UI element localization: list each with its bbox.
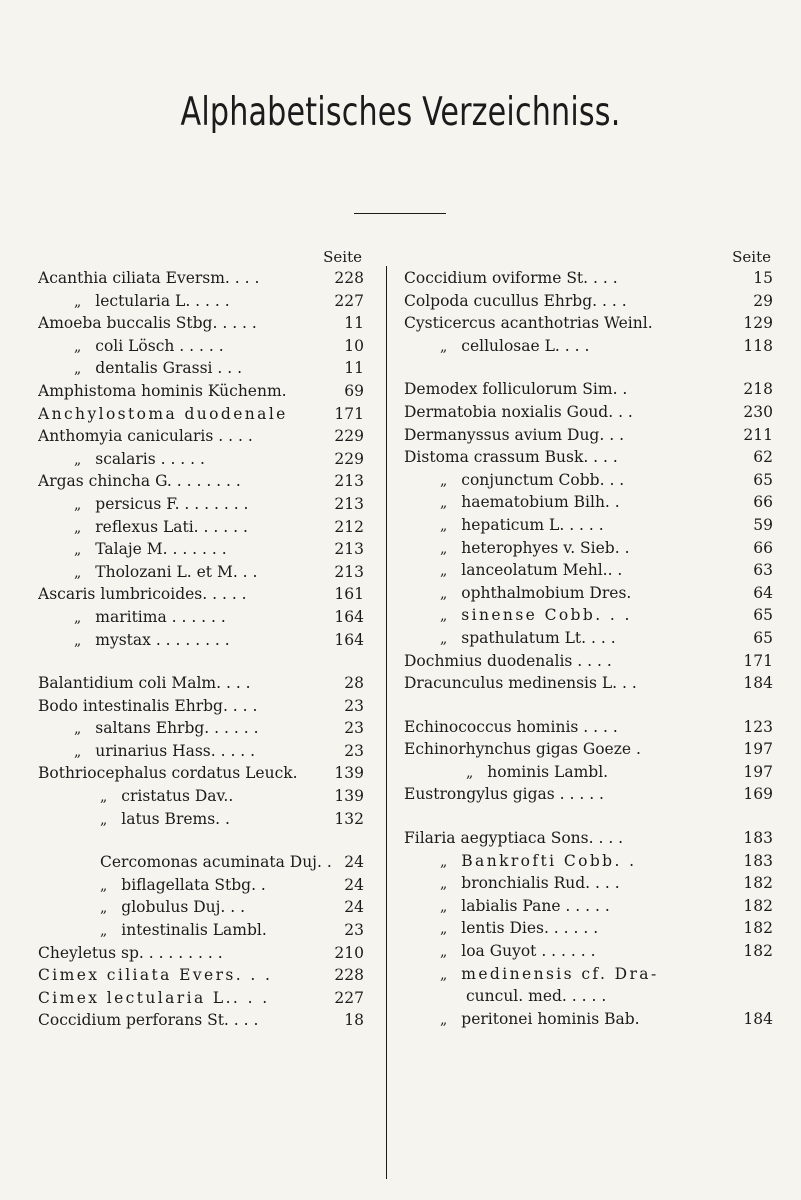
entry-name <box>404 491 741 515</box>
index-entry <box>38 717 364 740</box>
title-rule <box>354 213 446 214</box>
index-entry <box>404 312 773 335</box>
entry-name <box>404 738 739 761</box>
entry-name <box>38 740 332 764</box>
page-number: 24 <box>344 898 364 917</box>
page-number: 24 <box>344 875 364 894</box>
ditto-mark: „ <box>440 944 448 961</box>
page-number: 123 <box>743 717 773 736</box>
index-entry <box>404 514 773 537</box>
ditto-mark: „ <box>74 361 82 378</box>
index-entry <box>404 491 773 514</box>
index-entry <box>38 1009 364 1032</box>
entry-name <box>38 672 332 695</box>
page-number: 23 <box>344 719 364 738</box>
index-entry <box>38 606 364 629</box>
page-number: 229 <box>334 449 364 468</box>
entry-text: Bankrofti Cobb. . <box>461 851 637 870</box>
entry-text: Anthomyia canicularis . . . . <box>38 427 253 446</box>
index-entry <box>38 312 364 335</box>
page-number: 183 <box>743 829 773 848</box>
index-entry <box>38 851 364 874</box>
index-entry <box>404 1008 773 1031</box>
entry-text: Dermanyssus avium Dug. . . <box>404 425 624 444</box>
page-number: 184 <box>743 674 773 693</box>
index-entry <box>38 808 364 831</box>
entry-name <box>38 312 332 335</box>
index-entry <box>404 582 773 605</box>
ditto-mark: „ <box>100 923 108 940</box>
entry-text: dentalis Grassi . . . <box>95 359 243 378</box>
entry-text: Coccidium perforans St. . . . <box>38 1011 259 1030</box>
page-number: 28 <box>344 674 364 693</box>
index-entry <box>38 919 364 942</box>
index-entry <box>38 762 364 785</box>
index-entry <box>404 604 773 627</box>
index-entry <box>404 335 773 358</box>
index-entry <box>404 378 773 401</box>
page-number: 129 <box>743 314 773 333</box>
index-entry <box>404 895 773 918</box>
entry-name <box>404 559 741 583</box>
index-entry <box>404 827 773 850</box>
index-entry <box>404 424 773 447</box>
entry-name <box>404 335 739 359</box>
index-entry <box>38 357 364 380</box>
ditto-mark: „ <box>440 898 448 915</box>
page-number: 213 <box>334 540 364 559</box>
entry-name <box>38 1009 332 1032</box>
page-number: 229 <box>334 427 364 446</box>
index-entry <box>38 672 364 695</box>
entry-text: Argas chincha G. . . . . . . . <box>38 472 241 491</box>
entry-name <box>404 985 741 1008</box>
index-entry <box>38 964 364 987</box>
page-number: 11 <box>344 314 364 333</box>
entry-name <box>38 851 332 874</box>
entry-name <box>38 964 330 987</box>
index-entry <box>404 963 773 986</box>
page-number: 212 <box>334 517 364 536</box>
page-number: 66 <box>753 493 773 512</box>
entry-text: urinarius Hass. . . . . <box>95 741 256 760</box>
entry-text: Acanthia ciliata Eversm. . . . <box>38 269 260 287</box>
entry-name <box>38 919 332 943</box>
ditto-mark: „ <box>100 789 108 806</box>
entry-text: Cimex lectularia L.. . . <box>38 988 270 1007</box>
page-number: 24 <box>344 853 364 872</box>
entry-text: Cercomonas acuminata Duj. . <box>100 853 332 872</box>
entry-text: globulus Duj. . . <box>121 898 246 917</box>
index-entry <box>38 785 364 808</box>
entry-text: Cheyletus sp. . . . . . . . . <box>38 943 223 962</box>
entry-name <box>38 874 332 898</box>
entry-text: persicus F. . . . . . . . <box>95 494 249 513</box>
entry-text: saltans Ehrbg. . . . . . <box>95 719 259 738</box>
entry-text: maritima . . . . . . <box>95 607 226 626</box>
entry-text: reflexus Lati. . . . . . <box>95 517 248 536</box>
ditto-mark: „ <box>440 517 448 534</box>
ditto-mark: „ <box>74 496 82 513</box>
index-entry <box>38 267 364 290</box>
entry-name <box>38 380 332 403</box>
entry-name <box>404 514 741 538</box>
entry-name <box>38 538 330 562</box>
index-entry <box>38 874 364 897</box>
entry-text: labialis Pane . . . . . <box>461 896 610 915</box>
entry-name <box>38 808 330 832</box>
entry-name <box>38 896 332 920</box>
entry-name <box>38 606 330 630</box>
entry-name <box>404 446 741 469</box>
entry-text: Balantidium coli Malm. . . . <box>38 674 251 693</box>
entry-text: Dermatobia noxialis Goud. . . <box>404 402 633 421</box>
entry-text: loa Guyot . . . . . . <box>461 942 596 961</box>
entry-name <box>404 424 739 447</box>
entry-text: Bothriocephalus cordatus Leuck. <box>38 764 298 783</box>
index-entry <box>38 740 364 763</box>
section-gap <box>38 830 364 851</box>
page-number: 23 <box>344 741 364 760</box>
page-number: 183 <box>743 851 773 870</box>
section-gap <box>404 695 773 716</box>
entry-name <box>404 582 741 606</box>
entry-text: heterophyes v. Sieb. . <box>461 538 630 557</box>
index-entry <box>38 335 364 358</box>
entry-text: Anchylostoma duodenale <box>38 404 288 423</box>
page-number: 64 <box>753 583 773 602</box>
page-number: 15 <box>753 269 773 287</box>
index-entry <box>38 942 364 965</box>
entry-name <box>404 604 741 628</box>
page-number: 65 <box>753 470 773 489</box>
entry-name <box>404 401 739 424</box>
entry-text: haematobium Bilh. . <box>461 493 620 512</box>
index-entry <box>404 783 773 806</box>
entry-name <box>404 872 739 896</box>
ditto-mark: „ <box>74 564 82 581</box>
entry-text: Ascaris lumbricoides. . . . . <box>38 585 247 604</box>
index-entry <box>404 985 773 1008</box>
entry-text: peritonei hominis Bab. <box>461 1009 640 1028</box>
page-number: 23 <box>344 921 364 940</box>
ditto-mark: „ <box>74 743 82 760</box>
index-entry <box>38 583 364 606</box>
entry-name <box>404 672 739 695</box>
entry-text: biflagellata Stbg. . <box>121 875 266 894</box>
index-entry <box>404 672 773 695</box>
page-number: 23 <box>344 696 364 715</box>
index-entry <box>404 872 773 895</box>
entry-text: bronchialis Rud. . . . <box>461 874 620 893</box>
page-number: 169 <box>743 785 773 804</box>
entry-text: Distoma crassum Busk. . . . <box>404 448 618 467</box>
entry-name <box>38 516 330 540</box>
entry-text: ophthalmobium Dres. <box>461 583 632 602</box>
entry-text: Bodo intestinalis Ehrbg. . . . <box>38 696 258 715</box>
page-number: 213 <box>334 562 364 581</box>
ditto-mark: „ <box>440 630 448 647</box>
ditto-mark: „ <box>74 293 82 310</box>
section-gap <box>404 806 773 827</box>
index-entry <box>38 403 364 426</box>
entry-name <box>404 650 739 673</box>
entry-name <box>404 940 739 964</box>
index-entry <box>404 469 773 492</box>
entry-text: medinensis cf. Dra- <box>461 964 659 983</box>
page-number: 69 <box>344 381 364 400</box>
entry-text: mystax . . . . . . . . <box>95 630 230 649</box>
entry-name <box>404 761 739 785</box>
entry-name <box>404 716 739 739</box>
index-entry <box>404 290 773 313</box>
entry-name <box>38 717 332 741</box>
page-number: 182 <box>743 896 773 915</box>
seite-header: Seite <box>323 248 362 266</box>
index-entry <box>38 470 364 493</box>
page-number: 197 <box>743 762 773 781</box>
page-number: 184 <box>743 1009 773 1028</box>
index-entry <box>404 761 773 784</box>
index-entry <box>38 561 364 584</box>
page-number: 227 <box>334 291 364 310</box>
entry-text: Tholozani L. et M. . . <box>95 562 258 581</box>
entry-name <box>38 762 330 785</box>
entry-text: intestinalis Lambl. <box>121 921 267 940</box>
ditto-mark: „ <box>74 542 82 559</box>
page-title: Alphabetisches Verzeichniss. <box>180 90 621 135</box>
page-number: 164 <box>334 607 364 626</box>
entry-name <box>38 561 330 585</box>
index-entry <box>404 738 773 761</box>
index-entry <box>38 896 364 919</box>
page-number: 228 <box>334 269 364 287</box>
ditto-mark: „ <box>440 1011 448 1028</box>
section-gap <box>38 651 364 672</box>
page-number: 230 <box>743 402 773 421</box>
entry-text: Amoeba buccalis Stbg. . . . . <box>38 314 257 333</box>
entry-name <box>38 448 330 472</box>
index-entry <box>38 987 364 1010</box>
page-number: 218 <box>743 380 773 399</box>
index-column-left <box>38 247 364 1032</box>
entry-name <box>38 403 330 426</box>
section-gap <box>404 357 773 378</box>
page-number: 29 <box>753 291 773 310</box>
ditto-mark: „ <box>440 338 448 355</box>
ditto-mark: „ <box>74 632 82 649</box>
page-number: 164 <box>334 630 364 649</box>
entry-text: cellulosae L. . . . <box>461 336 590 355</box>
index-column-right <box>404 247 773 1030</box>
entry-name <box>404 1008 739 1032</box>
ditto-mark: „ <box>440 876 448 893</box>
entry-text: lentis Dies. . . . . . <box>461 919 599 938</box>
entry-text: Talaje M. . . . . . . <box>95 540 227 559</box>
entry-name <box>404 312 739 335</box>
index-entry <box>404 850 773 873</box>
ditto-mark: „ <box>74 609 82 626</box>
index-entry <box>404 559 773 582</box>
page-number: 227 <box>334 988 364 1007</box>
entry-text: Eustrongylus gigas . . . . . <box>404 785 604 804</box>
entry-text: Echinococcus hominis . . . . <box>404 717 618 736</box>
entry-text: Filaria aegyptiaca Sons. . . . <box>404 829 624 848</box>
entry-name <box>404 469 741 493</box>
ditto-mark: „ <box>440 563 448 580</box>
page-number: 66 <box>753 538 773 557</box>
page-number: 161 <box>334 585 364 604</box>
entry-text: hepaticum L. . . . . <box>461 515 604 534</box>
entry-text: coli Lösch . . . . . <box>95 336 224 355</box>
page-number: 228 <box>334 966 364 985</box>
page-number: 171 <box>743 651 773 670</box>
ditto-mark: „ <box>100 877 108 894</box>
page-number: 63 <box>753 561 773 580</box>
ditto-mark: „ <box>74 338 82 355</box>
entry-text: conjunctum Cobb. . . <box>461 470 625 489</box>
entry-name <box>38 629 330 653</box>
entry-text: spathulatum Lt. . . . <box>461 628 616 647</box>
page-number: 182 <box>743 919 773 938</box>
ditto-mark: „ <box>440 966 448 983</box>
ditto-mark: „ <box>440 921 448 938</box>
entry-text: lanceolatum Mehl.. . <box>461 561 623 580</box>
entry-name <box>38 357 332 381</box>
column-divider <box>386 266 387 1179</box>
entry-name <box>404 537 741 561</box>
ditto-mark: „ <box>100 811 108 828</box>
entry-text: Demodex folliculorum Sim. . <box>404 380 628 399</box>
entry-text: Dochmius duodenalis . . . . <box>404 651 612 670</box>
index-entry <box>38 538 364 561</box>
ditto-mark: „ <box>440 585 448 602</box>
page-number: 182 <box>743 874 773 893</box>
entry-text: Coccidium oviforme St. . . . <box>404 269 618 287</box>
ditto-mark: „ <box>440 540 448 557</box>
entry-name <box>404 267 741 290</box>
entry-name <box>38 785 330 809</box>
page-number: 118 <box>743 336 773 355</box>
entry-name <box>38 987 330 1010</box>
index-entry <box>404 446 773 469</box>
entry-name <box>38 335 332 359</box>
index-entry <box>38 629 364 652</box>
ditto-mark: „ <box>440 472 448 489</box>
entry-text: sinense Cobb. . . <box>461 606 632 625</box>
ditto-mark: „ <box>74 721 82 738</box>
entry-text: scalaris . . . . . <box>95 449 205 468</box>
page-number: 11 <box>344 359 364 378</box>
entry-text: hominis Lambl. <box>487 762 609 781</box>
entry-text: Colpoda cucullus Ehrbg. . . . <box>404 291 627 310</box>
page-number: 132 <box>334 809 364 828</box>
page-number: 65 <box>753 628 773 647</box>
page-number: 62 <box>753 448 773 467</box>
index-entry <box>404 650 773 673</box>
entry-name <box>38 425 330 448</box>
entry-name <box>38 942 330 965</box>
entry-text: Cimex ciliata Evers. . . <box>38 966 273 985</box>
entry-name <box>38 267 330 290</box>
index-entry <box>38 695 364 718</box>
page-number: 213 <box>334 472 364 491</box>
entry-name <box>404 917 739 941</box>
entry-name <box>38 695 332 718</box>
index-entry <box>404 537 773 560</box>
entry-text: Amphistoma hominis Küchenm. <box>38 381 287 400</box>
entry-name <box>38 583 330 606</box>
entry-text: latus Brems. . <box>121 809 230 828</box>
page-number: 171 <box>334 404 364 423</box>
entry-name <box>38 470 330 493</box>
ditto-mark: „ <box>100 900 108 917</box>
index-entry <box>404 401 773 424</box>
page-number: 65 <box>753 606 773 625</box>
entry-name <box>404 827 739 850</box>
page-number: 211 <box>743 425 773 444</box>
entry-text: Echinorhynchus gigas Goeze . <box>404 740 641 759</box>
ditto-mark: „ <box>440 608 448 625</box>
entry-text: cristatus Dav.. <box>121 787 234 806</box>
page-number: 197 <box>743 740 773 759</box>
page-number: 139 <box>334 764 364 783</box>
seite-header: Seite <box>732 248 771 266</box>
entry-text: Dracunculus medinensis L. . . <box>404 674 637 693</box>
entry-name <box>404 895 739 919</box>
page-number: 18 <box>344 1011 364 1030</box>
index-entry <box>404 917 773 940</box>
index-entry <box>38 448 364 471</box>
ditto-mark: „ <box>466 764 474 781</box>
entry-name <box>404 290 741 313</box>
entry-text: Cysticercus acanthotrias Weinl. <box>404 314 653 333</box>
entry-name <box>404 627 741 651</box>
page-number: 210 <box>334 943 364 962</box>
index-entry <box>404 716 773 739</box>
entry-name <box>38 290 330 314</box>
entry-name <box>404 783 739 806</box>
ditto-mark: „ <box>74 519 82 536</box>
index-entry <box>38 290 364 313</box>
index-entry <box>38 380 364 403</box>
page-number: 10 <box>344 336 364 355</box>
page-number: 182 <box>743 942 773 961</box>
entry-name <box>404 850 739 874</box>
page-number: 59 <box>753 515 773 534</box>
entry-text: lectularia L. . . . . <box>95 291 230 310</box>
page-number: 213 <box>334 494 364 513</box>
index-entry <box>38 493 364 516</box>
ditto-mark: „ <box>440 495 448 512</box>
index-entry <box>38 425 364 448</box>
entry-name <box>404 378 739 401</box>
ditto-mark: „ <box>440 853 448 870</box>
page-number: 139 <box>334 787 364 806</box>
ditto-mark: „ <box>74 451 82 468</box>
index-entry <box>38 516 364 539</box>
index-entry <box>404 267 773 290</box>
entry-name <box>38 493 330 517</box>
entry-text: cuncul. med. . . . . <box>466 987 607 1006</box>
entry-name <box>404 963 741 987</box>
index-entry <box>404 627 773 650</box>
index-entry <box>404 940 773 963</box>
